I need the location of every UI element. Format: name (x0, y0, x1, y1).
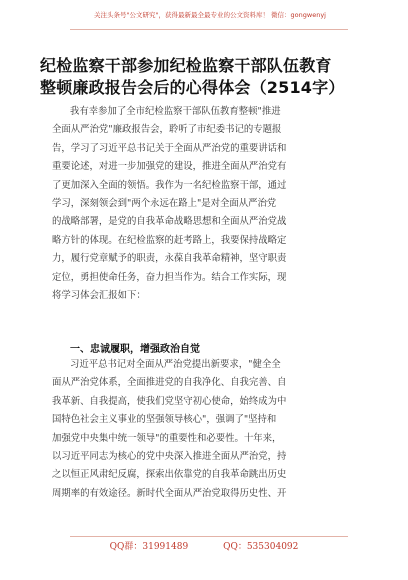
text-line: 将学习体会汇报如下： (52, 290, 146, 302)
text-line: 我有幸参加了全市纪检监察干部队伍教育整顿"推进 (70, 106, 281, 117)
document-title (40, 55, 370, 99)
title-line-1: 纪检监察干部参加纪检监察干部队伍教育 (40, 56, 332, 75)
text-line: 力，履行党章赋予的职责，永葆自我革命精神，坚守职责 (52, 253, 287, 265)
text-line: 以习近平同志为核心的党中央深入推进全面从严治党，持 (52, 451, 287, 463)
title-line-2: 整顿廉政报告会后的心得体会（2514字） (40, 78, 345, 97)
intro-paragraph (52, 103, 362, 305)
text-line: 告，学习了习近平总书记关于全面从严治党的重要讲话和 (52, 142, 287, 154)
header-divider (70, 29, 348, 30)
text-line: 略方针的体现。在纪检监察的赶考路上，我要保持战略定 (52, 234, 287, 246)
text-line: 我革新、自我提高，使我们党坚守初心使命，始终成为中 (52, 395, 287, 407)
section-heading: 一、忠诚履职，增强政治自觉 (70, 344, 200, 355)
text-line: 周期率的有效途径。新时代全面从严治党取得历史性、开 (52, 487, 287, 499)
text-line: 重要论述，对进一步加强党的建设，推进全面从严治党有 (52, 161, 287, 173)
text-line: 学习，深刻领会到"两个永远在路上"是对全面从严治党 (52, 198, 277, 210)
text-line: 加强党中央集中统一领导"的重要性和必要性。十年来， (52, 432, 282, 444)
text-line: 面从严治党体系，全面推进党的自我净化、自我完善、自 (52, 377, 287, 389)
text-line: 国特色社会主义事业的坚强领导核心"，强调了"坚持和 (52, 414, 277, 426)
footer-qq: QQ：535304092 (223, 542, 299, 552)
text-line: 定位，勇担使命任务，奋力担当作为。结合工作实际，现 (52, 271, 287, 283)
header-banner: 关注头条号"公文研究"，获得最新最全最专业的公文资料库！ 微信：gongwenyj (94, 11, 326, 19)
footer (0, 539, 408, 552)
section-paragraph (52, 356, 362, 503)
footer-divider (70, 536, 348, 537)
text-line: 了更加深入全面的领悟。我作为一名纪检监察干部，通过 (52, 179, 287, 191)
text-line: 之以恒正风肃纪反腐，探索出依靠党的自我革命跳出历史 (52, 469, 287, 481)
text-line: 全面从严治党"廉政报告会，聆听了市纪委书记的专题报 (52, 124, 282, 136)
text-line: 的战略部署，是党的自我革命战略思想和全面从严治党战 (52, 216, 287, 228)
text-line: 习近平总书记对全面从严治党提出新要求，"健全全 (70, 359, 281, 370)
footer-qq-group: QQ群：31991489 (109, 542, 189, 552)
